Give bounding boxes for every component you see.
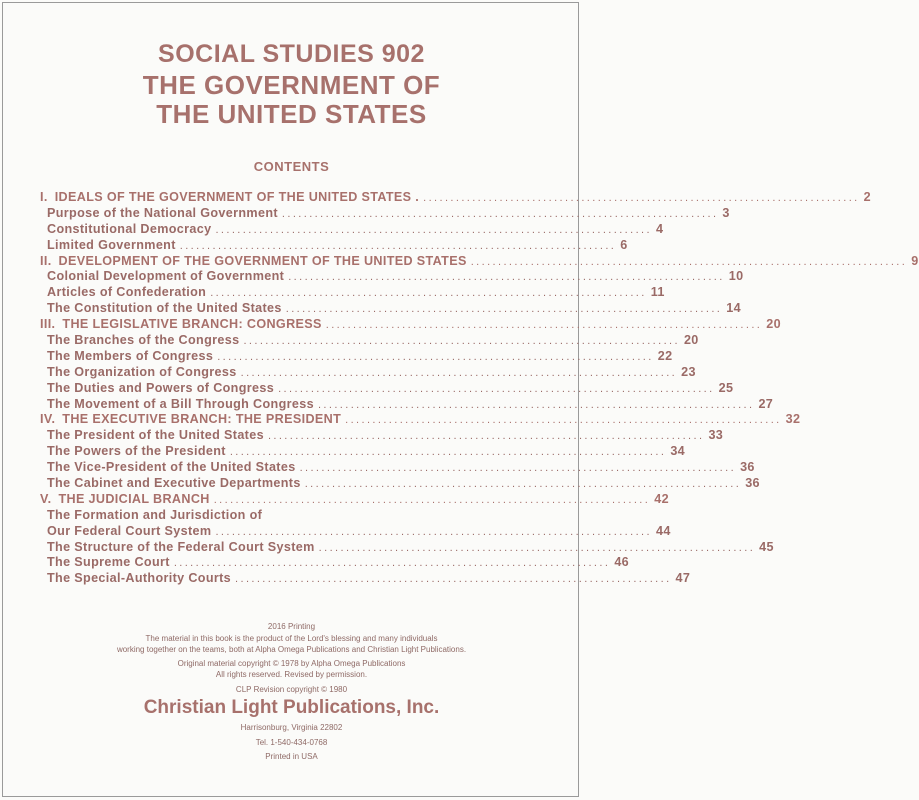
toc-leader-dots: ................................................................................ [288,271,725,284]
toc-page-number: 36 [745,476,760,491]
toc-entry-title: IDEALS OF THE GOVERNMENT OF THE UNITED STATES . [54,190,420,204]
toc-leader-dots: ................................................................................ [229,446,667,459]
toc-leader-dots: ................................................................................ [299,462,737,475]
printing-note [0,622,583,633]
toc-entry-title: The Powers of the President [47,444,226,459]
toc-entry-title: Limited Government [47,237,176,252]
toc-page-number: 22 [657,348,673,363]
toc-leader-dots: ................................................................................ [470,255,908,268]
toc-page-number: 33 [708,428,724,443]
toc-entry-title: The Supreme Court [47,555,170,570]
toc-entry-title: The Duties and Powers of Congress [47,380,275,395]
toc-leader-dots: ................................................................................ [281,207,719,220]
toc-entry [40,221,664,238]
toc-section-number: I. [40,190,48,204]
printing-year: 2016 Printing [267,622,316,631]
toc-entry [40,364,696,381]
toc-entry-title: The Formation and Jurisdiction of [47,507,263,522]
toc-entry [40,523,671,540]
toc-leader-dots: ................................................................................ [215,223,652,236]
toc-entry-title: Constitutional Democracy [47,221,212,236]
toc-leader-dots: ................................................................................ [325,319,763,332]
toc-section-number: IV. [40,412,56,427]
toc-entry-title: The Structure of the Federal Court System [47,539,315,554]
toc-entry [40,460,755,476]
toc-entry-title: Articles of Confederation [47,285,207,300]
course-title: SOCIAL STUDIES 902 [158,40,425,68]
toc-entry [40,269,744,285]
toc-leader-dots: ................................................................................ [179,239,617,252]
toc-leader-dots: ................................................................................ [318,541,756,554]
toc-page-number: 46 [614,555,630,570]
toc-entry [40,253,919,270]
publisher-address: Harrisonburg, Virginia 22802 [240,723,343,732]
toc-entry [40,412,801,428]
toc-leader-dots: ................................................................................ [304,478,742,491]
toc-entry [40,444,686,460]
toc-entry-title: Our Federal Court System [47,523,212,538]
toc-entry [40,555,630,571]
toc-page-number: 20 [766,317,781,332]
toc-entry-title: The Special-Authority Courts [47,571,232,586]
printed-in: Printed in USA [265,752,318,761]
acknowledgement [0,634,583,655]
toc-entry-title: DEVELOPMENT OF THE GOVERNMENT OF THE UNITED STATES [58,253,467,268]
toc-page-number: 3 [722,205,730,220]
toc-page-number: 47 [675,571,691,586]
toc-leader-dots: ................................................................................ [345,414,782,427]
toc-entry-title: The Vice-President of the United States [47,460,296,475]
toc-leader-dots: ................................................................................ [173,557,611,570]
toc-leader-dots: ................................................................................ [285,303,723,316]
toc-entry [40,508,530,524]
toc-page-number: 9 [911,253,919,268]
toc-page-number: 44 [655,523,671,538]
toc-entry [40,333,699,349]
toc-leader-dots: ................................................................................ [240,366,678,379]
toc-section-number: III. [40,317,56,332]
toc-page-number: 6 [620,237,628,252]
toc-entry [40,428,724,444]
table-of-contents [40,190,919,587]
toc-page-number: 4 [655,221,664,236]
toc-entry [40,396,774,413]
subject-title-line-2: THE UNITED STATES [156,99,427,129]
toc-section-number: V. [40,491,52,506]
toc-leader-dots: ................................................................................ [317,398,755,411]
toc-leader-dots: ................................................................................ [267,430,705,443]
toc-leader-dots: ................................................................................ [215,525,652,538]
toc-leader-dots: ................................................................................ [210,287,647,300]
toc-page-number: 34 [670,444,686,459]
toc-entry [40,301,741,317]
publisher-contact [0,723,583,763]
subject-title-line-1: THE GOVERNMENT OF [142,70,441,100]
toc-leader-dots: ................................................................................ [278,382,715,395]
toc-leader-dots: ................................................................................ [243,335,680,348]
publisher-name: Christian Light Publications, Inc. [143,697,440,718]
toc-page-number: 27 [758,396,774,411]
toc-page-number: 23 [681,364,696,379]
copyright-line: Original material copyright © 1978 by Alpha Omega Publications [177,659,406,668]
toc-page-number: 36 [740,460,755,475]
toc-leader-dots: ................................................................................ [213,493,651,506]
toc-entry [40,190,871,206]
toc-page-number: 14 [726,301,741,316]
toc-leader-dots: ................................................................................ [423,192,860,204]
contents-heading: CONTENTS [253,159,330,174]
toc-section-number: II. [40,253,52,268]
copyright-line: All rights reserved. Revised by permission. [215,669,368,679]
toc-entry [40,237,628,254]
toc-entry-title: The Movement of a Bill Through Congress [47,396,314,411]
toc-page-number: 32 [785,412,801,427]
toc-entry-title: The Members of Congress [47,348,214,363]
toc-page-number: 10 [728,269,744,284]
toc-entry [40,285,665,301]
toc-entry-title: THE EXECUTIVE BRANCH: THE PRESIDENT [62,412,342,427]
toc-entry-title: The President of the United States [47,428,264,443]
copyright-notice [0,659,583,680]
revision-line: CLP Revision copyright © 1980 [235,685,348,694]
toc-entry-title: The Organization of Congress [47,364,237,379]
acknowledgement-line: working together on the teams, both at Alpha Omega Publications and Christian Light Publications. [116,644,467,654]
revision-notice [0,685,583,696]
toc-entry-title: The Cabinet and Executive Departments [47,476,301,491]
toc-entry-title: The Branches of the Congress [47,333,240,348]
toc-entry-title: THE LEGISLATIVE BRANCH: CONGRESS [62,317,322,332]
toc-entry [40,205,730,222]
publisher-phone: Tel. 1-540-434-0768 [255,737,328,747]
toc-leader-dots: ................................................................................ [217,350,654,363]
toc-page-number: 2 [863,190,871,204]
toc-entry-title: Colonial Development of Government [47,269,285,284]
toc-page-number: 42 [654,491,669,506]
toc-page-number: 45 [759,539,774,554]
toc-entry [40,571,691,587]
toc-entry [40,348,673,365]
toc-entry [40,380,734,397]
toc-entry-title: THE JUDICIAL BRANCH [58,491,210,506]
toc-entry-title: The Constitution of the United States [47,301,282,316]
toc-page-number: 20 [683,333,699,348]
acknowledgement-line: The material in this book is the product of the Lord's blessing and many individuals [145,634,438,643]
toc-page-number: 11 [650,285,665,300]
toc-entry [40,476,760,492]
toc-leader-dots: ................................................................................ [235,573,672,586]
toc-entry [40,491,669,508]
toc-entry [40,539,774,556]
toc-page-number: 25 [718,380,734,395]
toc-entry [40,317,781,333]
toc-entry-title: Purpose of the National Government [47,205,278,220]
